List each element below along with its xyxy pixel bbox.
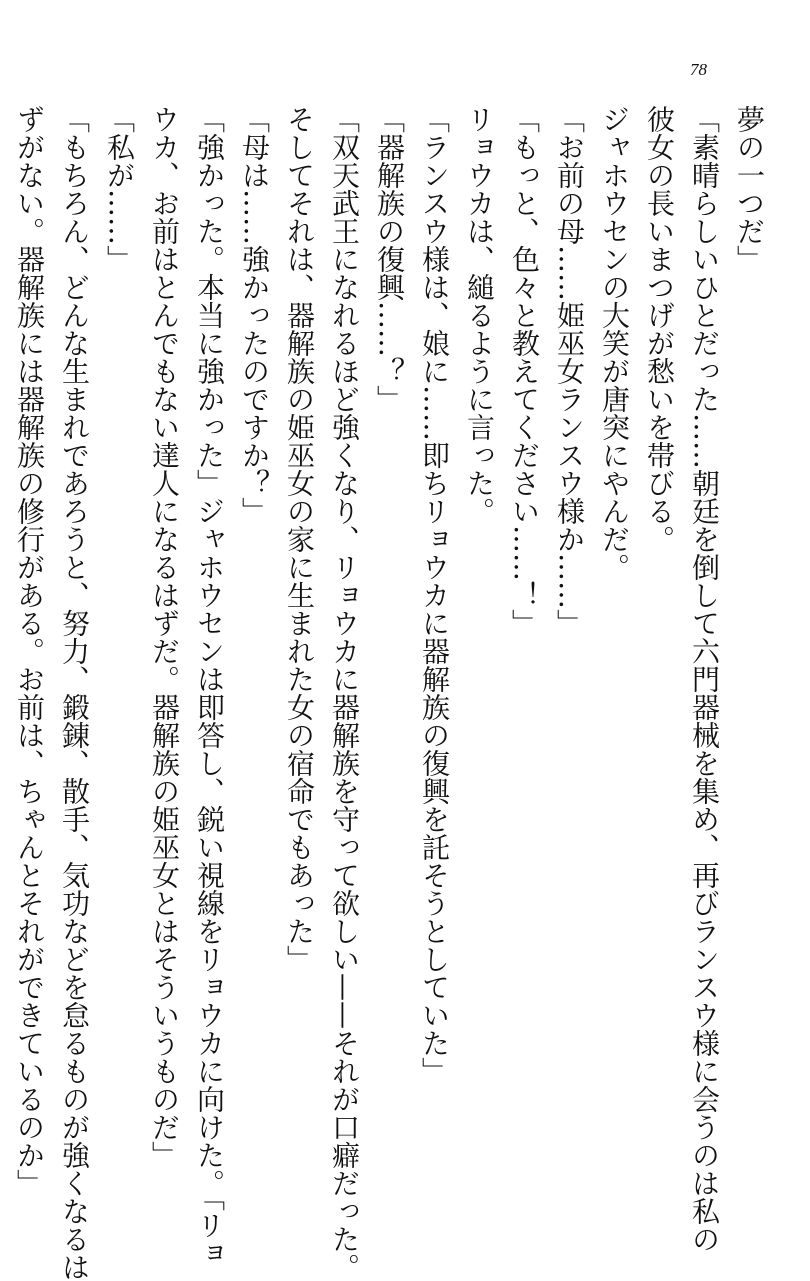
text-line: 「私が……」	[103, 105, 136, 273]
vertical-text-body	[13, 105, 772, 1281]
text-line: 「母は……強かったのですか？」	[238, 105, 271, 525]
text-line: そしてそれは、器解族の姫巫女の家に生まれた女の宿命でもあった」	[283, 105, 316, 973]
text-line: 「双天武王になれるほど強くなり、リョウカに器解族を守って欲しい——それが口癖だった。	[328, 105, 361, 1281]
text-line: 「もちろん、どんな生まれであろうと、努力、鍛錬、散手、気功などを怠るものが強くなるは	[58, 105, 91, 1281]
text-line: 「器解族の復興……？」	[373, 105, 406, 413]
text-line: 「素晴らしいひとだった……朝廷を倒して六門器械を集め、再びランスウ様に会うのは私の	[688, 105, 721, 1253]
text-line: ずがない。器解族には器解族の修行がある。お前は、ちゃんとそれができているのか」	[13, 105, 46, 1197]
text-line: リョウカは、縋るように言った。	[463, 105, 496, 525]
text-line: 「もっと、色々と教えてください……！」	[508, 105, 541, 637]
text-line: 夢の一つだ」	[733, 105, 766, 273]
text-line: ジャホウセンの大笑が唐突にやんだ。	[598, 105, 631, 581]
text-line: ウカ、お前はとんでもない達人になるはずだ。器解族の姫巫女とはそういうものだ」	[148, 105, 181, 1169]
text-line: 「お前の母……姫巫女ランスウ様か……」	[553, 105, 586, 637]
text-line: 「強かった。本当に強かった」ジャホウセンは即答し、鋭い視線をリョウカに向けた。「リョ	[193, 105, 226, 1267]
text-line: 「ランスウ様は、娘に……即ちリョウカに器解族の復興を託そうとしていた」	[418, 105, 451, 1085]
text-line: 彼女の長いまつげが愁いを帯びる。	[643, 105, 676, 553]
page-number: 78	[690, 60, 707, 79]
